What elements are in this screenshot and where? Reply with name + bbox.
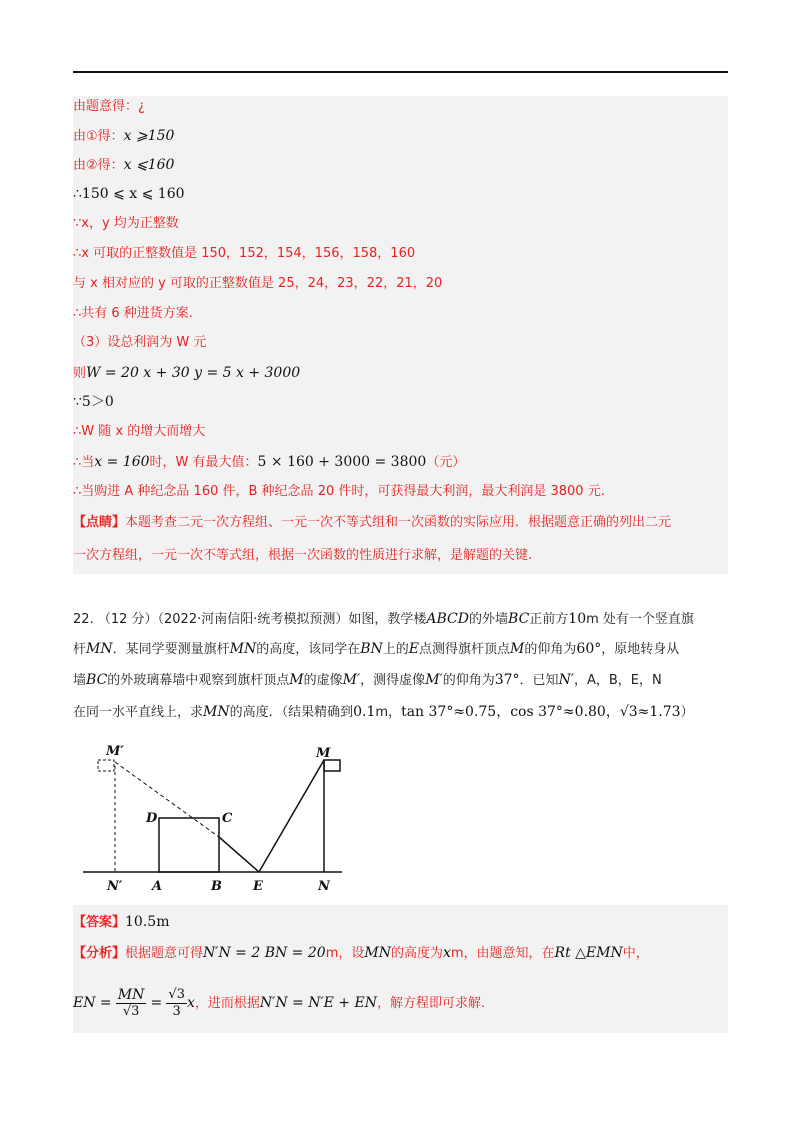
solution-line: 由题意得：¿ [73, 99, 145, 114]
label-A: A [152, 879, 163, 894]
answer-line [73, 912, 728, 932]
sight-line-E-to-M [259, 760, 324, 872]
comment-line: 一次方程组，一元一次不等式组，根据一次函数的性质进行求解，是解题的关键. [73, 548, 533, 563]
solution-line: ∵x，y 均为正整数 [73, 216, 179, 231]
virtual-flag [98, 760, 114, 771]
header-rule [73, 71, 728, 73]
solution-line: ∴W 随 x 的增大而增大 [73, 424, 206, 439]
analysis-line: 【分析】根据题意可得N′N = 2 BN = 20m，设MN的高度为xm，由题意知，在Rt △EMN中， [73, 945, 649, 961]
analysis-tag: 【分析】 [73, 946, 126, 961]
building-ABCD [159, 818, 219, 872]
label-M-prime: M′ [106, 744, 124, 759]
question-source: （2022·河南信阳·统考模拟预测） [157, 612, 349, 627]
label-N: N [318, 879, 330, 894]
question-score: （12 分） [97, 612, 158, 627]
fraction: $\frac{√3}{3}$ [168, 987, 185, 1019]
solution-line: 由①得：x ⩾150 [73, 128, 175, 144]
sight-line-to-E [219, 837, 259, 872]
solution-block [73, 96, 728, 574]
comment-line: 【点睛】本题考查二元一次方程组、一元一次不等式组和一次函数的实际应用．根据题意正确的列出二元 [73, 515, 672, 530]
analysis-line: EN = $\frac{MN}{√3}$ = $\frac{√3}{3}$ x，进而根据N′N = N′E + EN，解方程即可求解. [73, 987, 486, 1019]
sight-line-dashed [115, 762, 219, 837]
solution-line: 则W = 20 x + 30 y = 5 x + 3000 [73, 365, 301, 381]
solution-line: ∴共有 6 种进货方案. [73, 306, 193, 321]
fraction: $\frac{MN}{√3}$ [117, 987, 145, 1019]
question-line: 22. （12 分）（2022·河南信阳·统考模拟预测）如图，教学楼ABCD的外墙BC正前方10m 处有一个竖直旗 [73, 611, 694, 627]
label-B: B [211, 879, 222, 894]
question-number: 22. [73, 612, 94, 627]
question-line: 在同一水平直线上，求MN的高度．（结果精确到0.1m，tan 37°≈0.75，cos 37°≈0.80，√3≈1.73） [73, 704, 694, 720]
flag [324, 760, 340, 771]
solution-line: （3）设总利润为 W 元 [73, 335, 207, 350]
question-line: 杆MN．某同学要测量旗杆MN的高度，该同学在BN上的E点测得旗杆顶点M的仰角为60°，原地转身从 [73, 641, 680, 657]
solution-line: ∴当购进 A 种纪念品 160 件，B 种纪念品 20 件时，可获得最大利润，最大利润是 3800 元. [73, 484, 605, 499]
solution-line: ∴x 可取的正整数值是 150，152，154，156，158，160 [73, 246, 416, 261]
label-D: D [146, 811, 158, 826]
geometry-figure [80, 742, 350, 902]
solution-line: 由②得：x ⩽160 [73, 157, 175, 173]
label-N-prime: N′ [107, 879, 123, 894]
comment-tag: 【点睛】 [73, 515, 126, 530]
label-E: E [253, 879, 263, 894]
label-M: M [316, 746, 331, 761]
solution-line: 与 x 相对应的 y 可取的正整数值是 25，24，23，22，21，20 [73, 276, 443, 291]
answer-tag: 【答案】 [73, 915, 126, 930]
answer-block [73, 905, 728, 1033]
solution-line: ∵5＞0 [73, 394, 114, 410]
solution-line: ∴当x = 160时，W 有最大值：5 × 160 + 3000 = 3800（元） [73, 454, 466, 470]
answer-value: 10.5m [125, 914, 170, 930]
label-C: C [222, 811, 233, 826]
question-line: 墙BC的外玻璃幕墙中观察到旗杆顶点M的虚像M′，测得虚像M′的仰角为37°．已知N′，A，B，E，N [73, 672, 662, 688]
solution-line: ∴150 ⩽ x ⩽ 160 [73, 186, 185, 202]
